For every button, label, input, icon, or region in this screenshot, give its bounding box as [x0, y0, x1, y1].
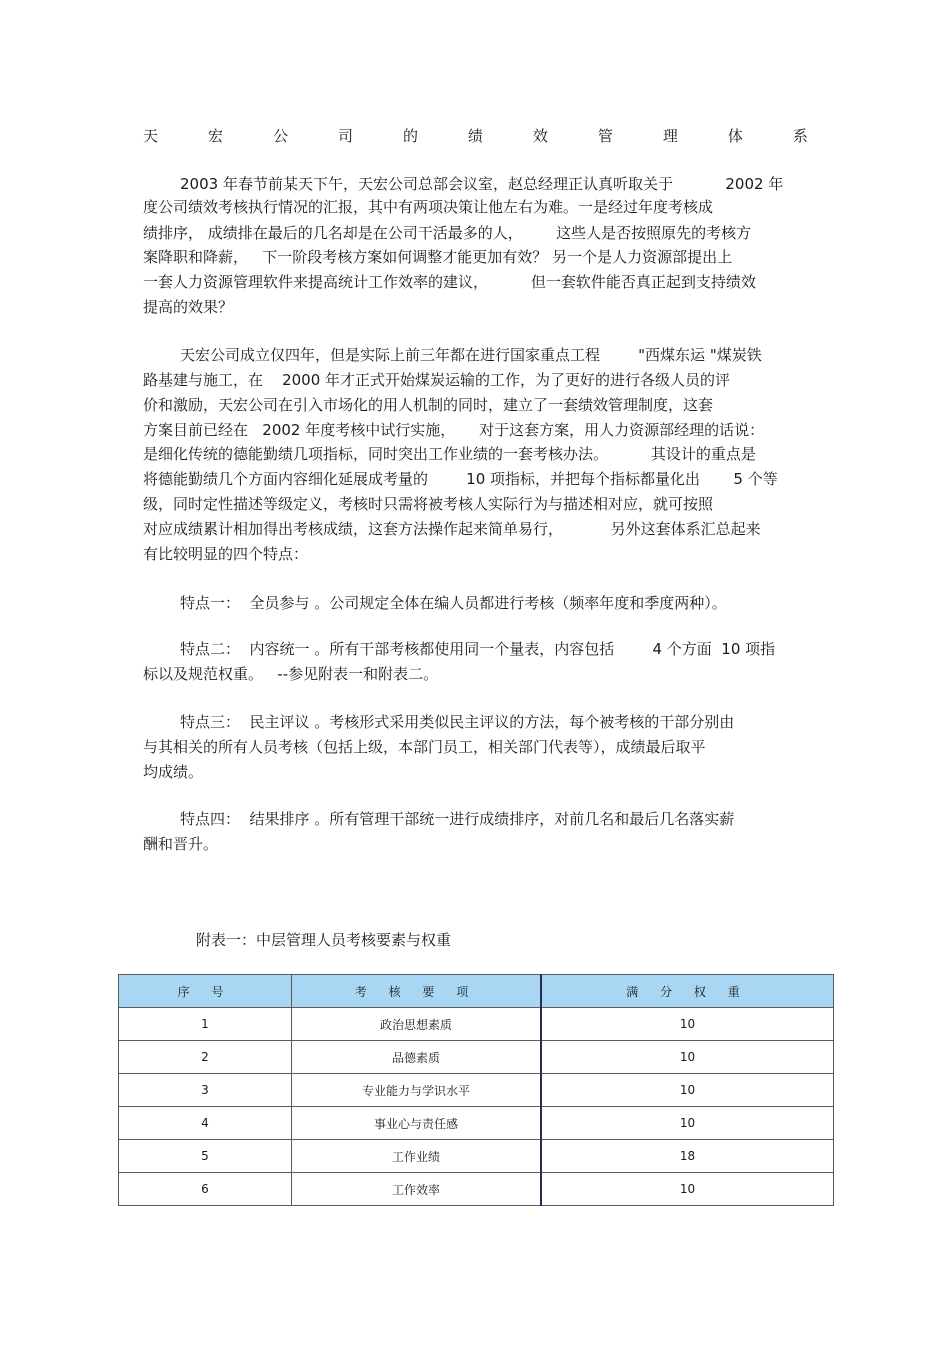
- title-char: 绩: [467, 127, 483, 145]
- paragraph-line: 将德能勤绩几个方面内容细化延展成考量的 10 项指标，并把每个指标都量化出 5 个等: [143, 470, 778, 488]
- cell-index: 3: [119, 1074, 292, 1107]
- paragraph-line: 方案目前已经在 2002 年度考核中试行实施， 对于这套方案，用人力资源部经理的话说：: [143, 421, 765, 439]
- feature-line: 酬和晋升。: [143, 835, 219, 853]
- title-char: 公: [272, 127, 288, 145]
- table-row: [119, 1107, 834, 1140]
- document-title: [143, 125, 808, 147]
- paragraph-line: 是细化传统的德能勤绩几项指标，同时突出工作业绩的一套考核办法。 其设计的重点是: [143, 445, 756, 463]
- cell-item: 政治思想素质: [292, 1008, 542, 1041]
- paragraph-line: 级，同时定性描述等级定义，考核时只需将被考核人实际行为与描述相对应，就可按照: [143, 495, 714, 513]
- feature-line: 特点四： 结果排序 。所有管理干部统一进行成绩排序，对前几名和最后几名落实薪: [180, 810, 735, 828]
- paragraph-line: 2003 年春节前某天下午，天宏公司总部会议室，赵总经理正认真听取关于 2002 年: [180, 175, 784, 193]
- cell-index: 5: [119, 1140, 292, 1173]
- feature-line: 特点二： 内容统一 。所有干部考核都使用同一个量表，内容包括 4 个方面 10 项指: [180, 640, 776, 658]
- table-row: [119, 1074, 834, 1107]
- paragraph-line: 案降职和降薪， 下一阶段考核方案如何调整才能更加有效？ 另一个是人力资源部提出上: [143, 248, 733, 266]
- table-row: [119, 1140, 834, 1173]
- cell-item: 工作效率: [292, 1173, 542, 1206]
- cell-item: 事业心与责任感: [292, 1107, 542, 1140]
- paragraph-line: 天宏公司成立仅四年，但是实际上前三年都在进行国家重点工程 "西煤东运 "煤炭铁: [180, 346, 762, 364]
- cell-weight: 10: [541, 1107, 834, 1140]
- feature-line: 特点三： 民主评议 。考核形式采用类似民主评议的方法，每个被考核的干部分别由: [180, 713, 735, 731]
- title-char: 的: [402, 127, 418, 145]
- title-char: 管: [597, 127, 613, 145]
- cell-weight: 10: [541, 1041, 834, 1074]
- paragraph-line: 对应成绩累计相加得出考核成绩，这套方法操作起来简单易行， 另外这套体系汇总起来: [143, 520, 761, 538]
- feature-line: 均成绩。: [143, 763, 204, 781]
- paragraph-line: 有比较明显的四个特点：: [143, 545, 309, 563]
- header-item: 考 核 要 项: [292, 975, 542, 1008]
- cell-weight: 18: [541, 1140, 834, 1173]
- title-char: 系: [792, 127, 808, 145]
- cell-weight: 10: [541, 1074, 834, 1107]
- title-char: 宏: [207, 127, 223, 145]
- cell-weight: 10: [541, 1173, 834, 1206]
- cell-index: 2: [119, 1041, 292, 1074]
- table-row: [119, 1173, 834, 1206]
- table-header-row: [119, 975, 834, 1008]
- title-char: 体: [727, 127, 743, 145]
- feature-line: 与其相关的所有人员考核（包括上级，本部门员工，相关部门代表等），成绩最后取平: [143, 738, 706, 756]
- title-char: 理: [662, 127, 678, 145]
- table-row: [119, 1008, 834, 1041]
- title-char: 司: [337, 127, 353, 145]
- cell-item: 品德素质: [292, 1041, 542, 1074]
- cell-index: 1: [119, 1008, 292, 1041]
- cell-index: 6: [119, 1173, 292, 1206]
- weight-table: [118, 974, 834, 1206]
- paragraph-line: 一套人力资源管理软件来提高统计工作效率的建议， 但一套软件能否真正起到支持绩效: [143, 273, 756, 291]
- paragraph-line: 路基建与施工，在 2000 年才正式开始煤炭运输的工作，为了更好的进行各级人员的评: [143, 371, 731, 389]
- cell-index: 4: [119, 1107, 292, 1140]
- paragraph-line: 价和激励，天宏公司在引入市场化的用人机制的同时，建立了一套绩效管理制度，这套: [143, 396, 714, 414]
- title-char: 天: [143, 127, 159, 145]
- feature-line: 特点一： 全员参与 。公司规定全体在编人员都进行考核（频率年度和季度两种）。: [180, 594, 727, 612]
- cell-item: 工作业绩: [292, 1140, 542, 1173]
- header-weight: 满 分 权 重: [541, 975, 834, 1008]
- feature-line: 标以及规范权重。 --参见附表一和附表二。: [143, 665, 439, 683]
- paragraph-line: 度公司绩效考核执行情况的汇报，其中有两项决策让他左右为难。一是经过年度考核成: [143, 198, 714, 216]
- header-index: 序 号: [119, 975, 292, 1008]
- title-char: 效: [532, 127, 548, 145]
- cell-item: 专业能力与学识水平: [292, 1074, 542, 1107]
- paragraph-line: 绩排序， 成绩排在最后的几名却是在公司干活最多的人， 这些人是否按照原先的考核方: [143, 224, 752, 242]
- table-row: [119, 1041, 834, 1074]
- paragraph-line: 提高的效果？: [143, 298, 234, 316]
- cell-weight: 10: [541, 1008, 834, 1041]
- table-caption: 附表一：中层管理人员考核要素与权重: [196, 931, 452, 949]
